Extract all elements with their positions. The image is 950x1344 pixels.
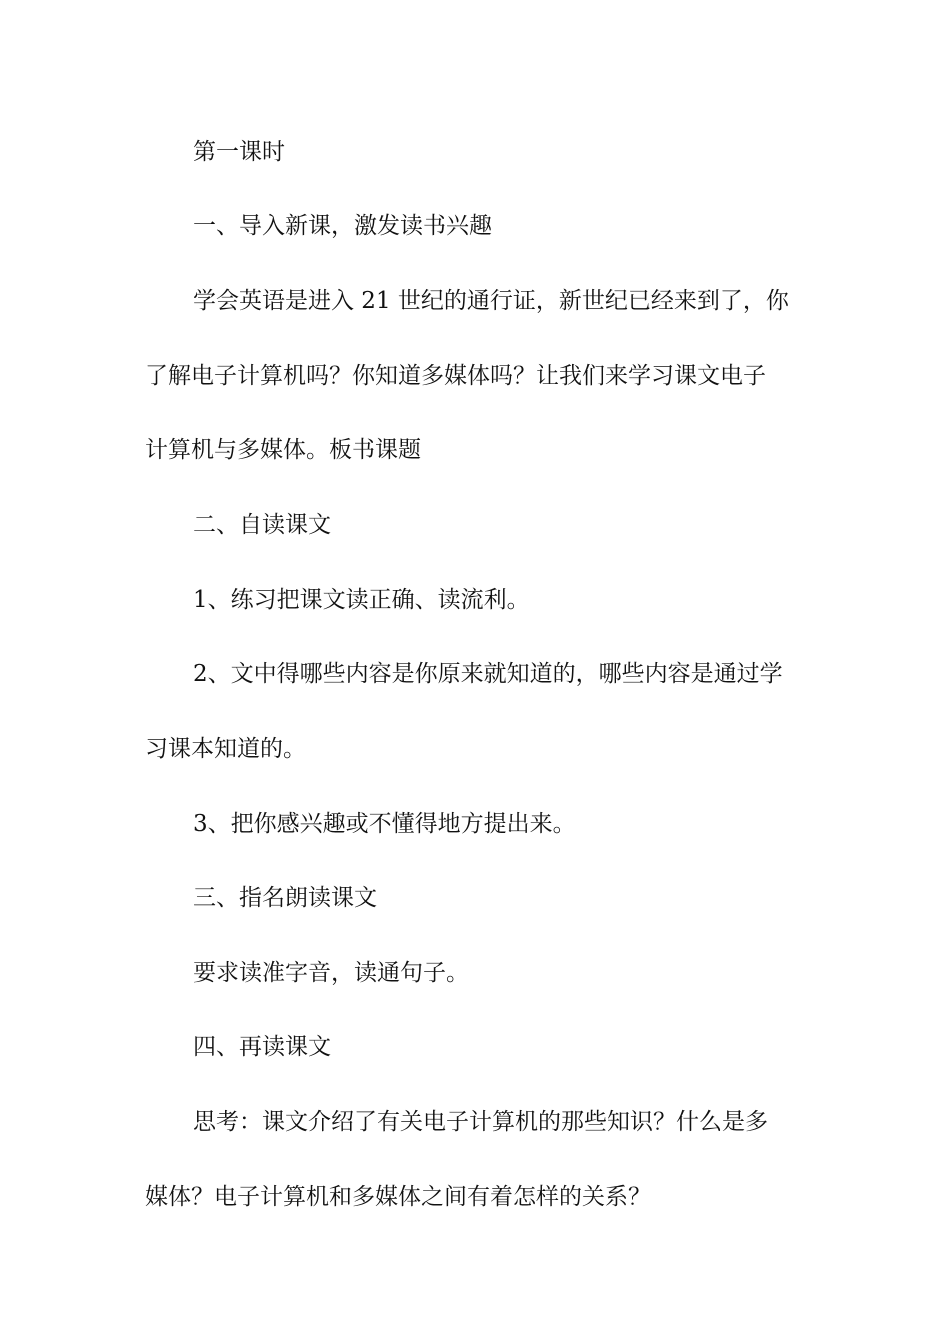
list-item: 2、文中得哪些内容是你原来就知道的，哪些内容是通过学 [193,661,783,687]
paragraph-line: 媒体？电子计算机和多媒体之间有着怎样的关系？ [145,1184,651,1210]
lesson-title: 第一课时 [193,139,285,165]
list-item: 1、练习把课文读正确、读流利。 [193,587,530,613]
section-heading-1: 一、导入新课，激发读书兴趣 [193,213,492,239]
paragraph-line: 要求读准字音，读通句子。 [193,960,469,986]
paragraph-line: 思考：课文介绍了有关电子计算机的那些知识？什么是多 [193,1109,768,1135]
paragraph-line: 了解电子计算机吗？你知道多媒体吗？让我们来学习课文电子 [145,363,766,389]
list-item-continuation: 习课本知道的。 [145,736,306,762]
section-heading-4: 四、再读课文 [193,1034,331,1060]
paragraph-line: 学会英语是进入 21 世纪的通行证，新世纪已经来到了，你 [193,288,789,314]
section-heading-2: 二、自读课文 [193,512,331,538]
paragraph-line: 计算机与多媒体。板书课题 [145,437,421,463]
section-heading-3: 三、指名朗读课文 [193,885,377,911]
list-item: 3、把你感兴趣或不懂得地方提出来。 [193,811,576,837]
